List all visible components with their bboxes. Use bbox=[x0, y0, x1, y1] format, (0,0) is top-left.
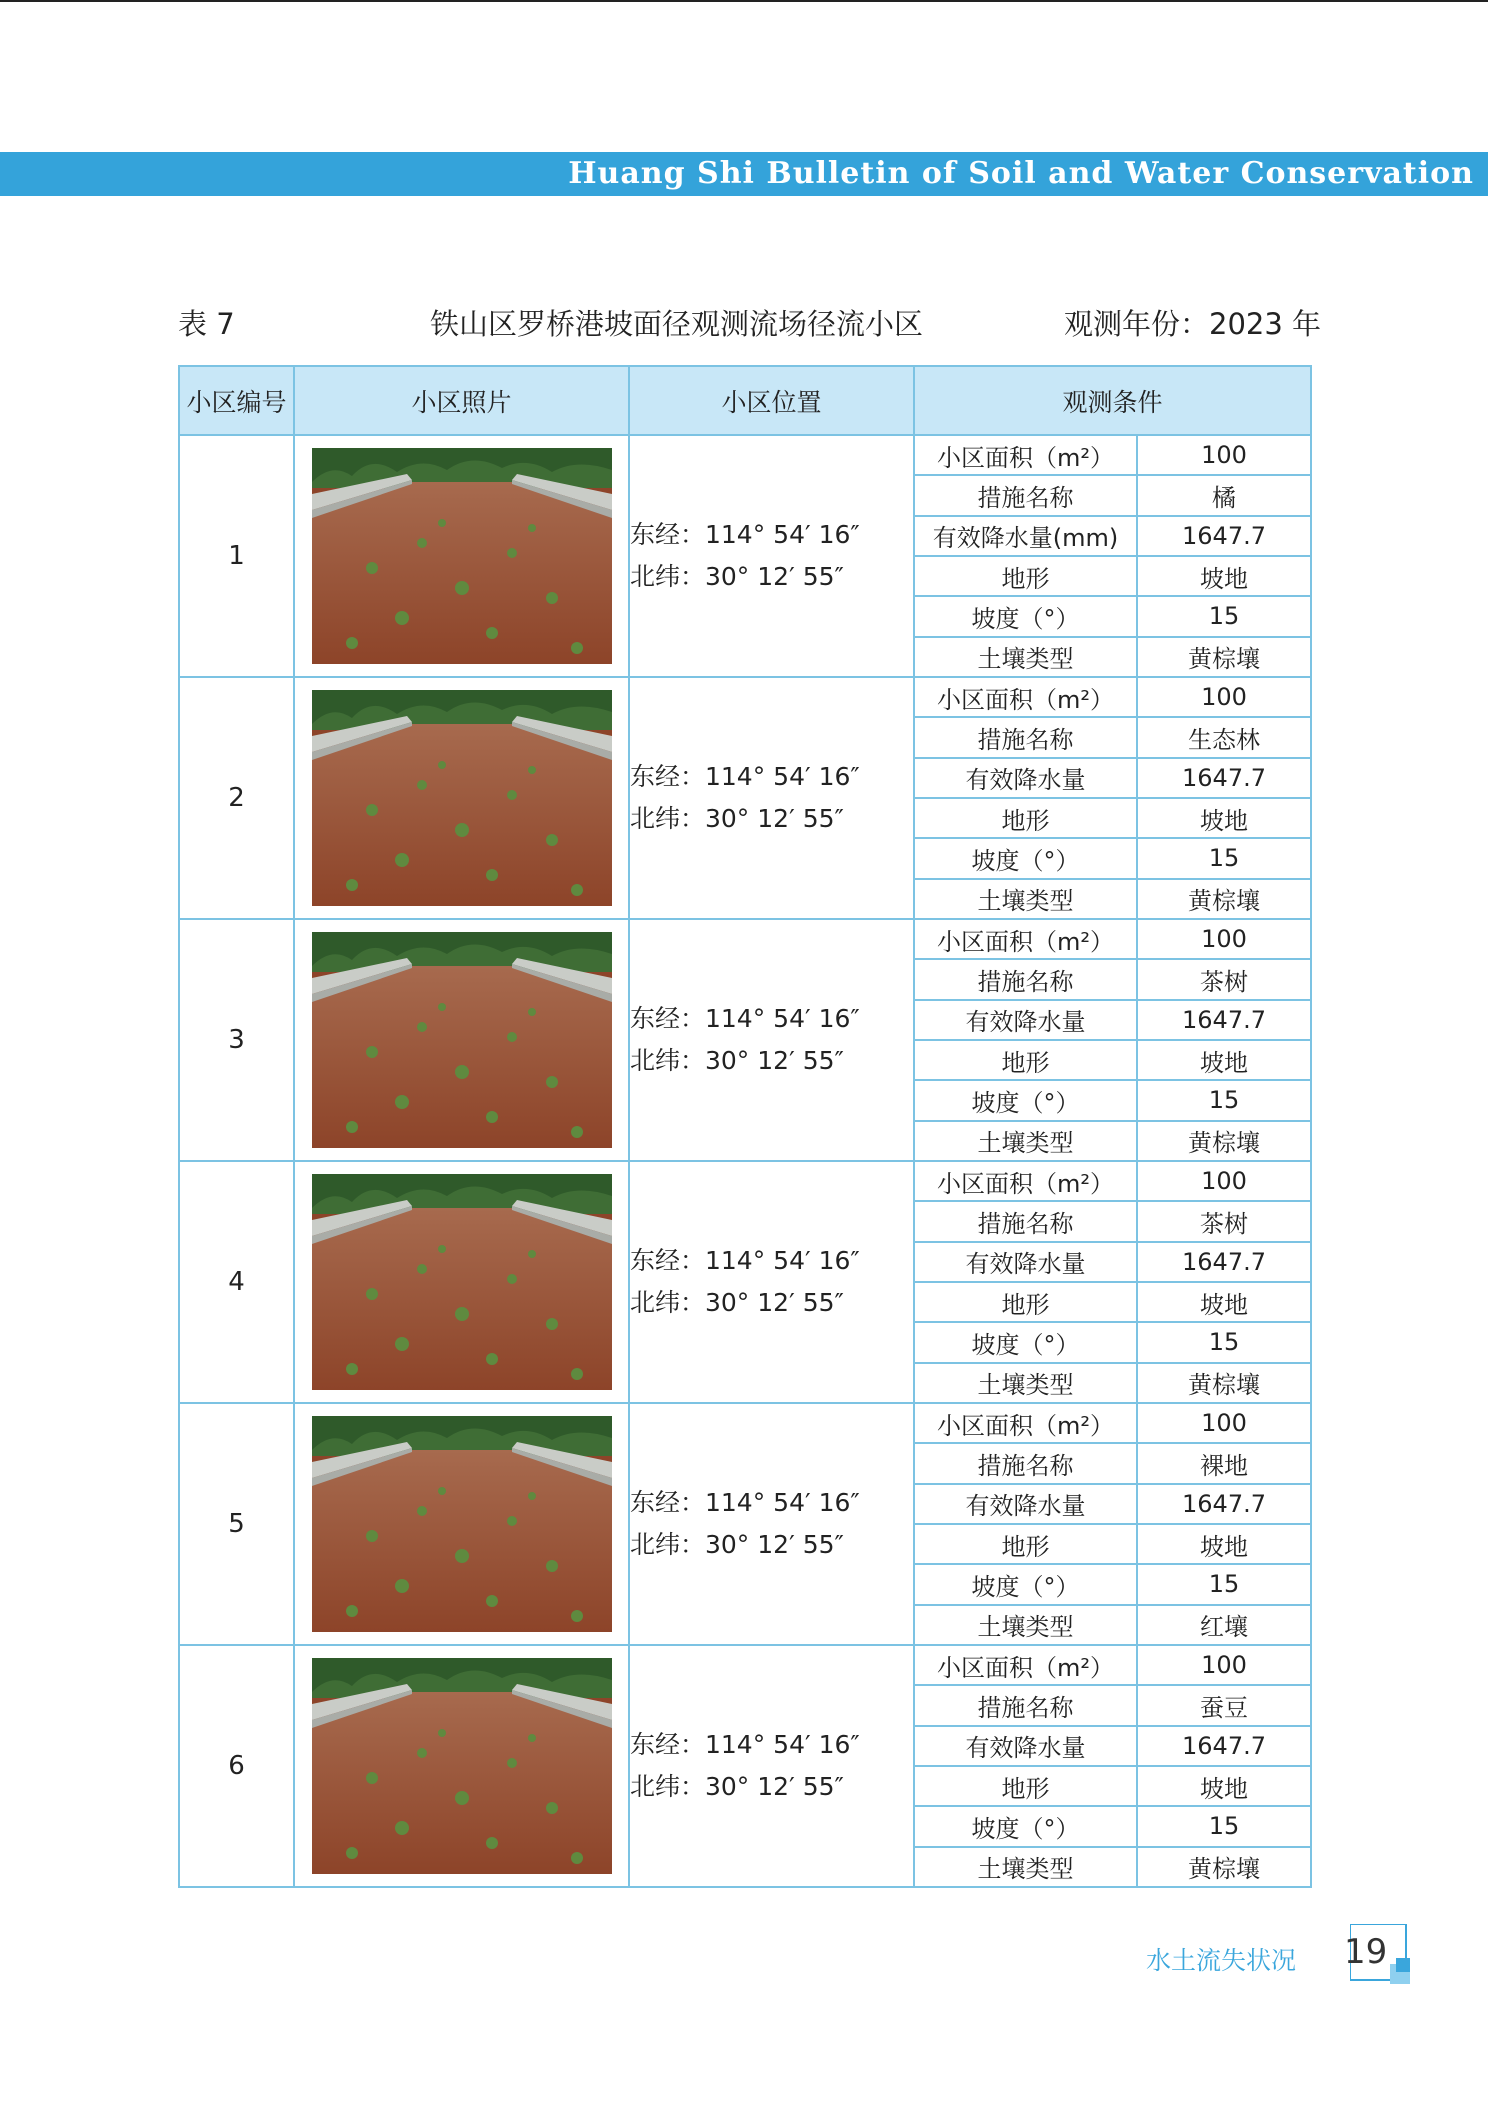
condition-label: 措施名称 bbox=[915, 717, 1137, 757]
header-banner bbox=[0, 152, 1488, 196]
table-number: 表 7 bbox=[178, 307, 235, 341]
condition-value: 坡地 bbox=[1137, 1040, 1310, 1080]
condition-value: 15 bbox=[1137, 838, 1310, 878]
table-row bbox=[179, 1403, 1311, 1645]
condition-row bbox=[915, 1242, 1310, 1282]
plot-location bbox=[629, 919, 914, 1161]
plot-photo-cell bbox=[294, 677, 629, 919]
condition-row bbox=[915, 1322, 1310, 1362]
condition-row bbox=[915, 1605, 1310, 1644]
condition-value: 生态林 bbox=[1137, 717, 1310, 757]
condition-label: 土壤类型 bbox=[915, 1605, 1137, 1644]
condition-label: 地形 bbox=[915, 1524, 1137, 1564]
condition-label: 坡度（°） bbox=[915, 838, 1137, 878]
condition-row bbox=[915, 798, 1310, 838]
longitude: 东经：114° 54′ 16″ bbox=[630, 520, 860, 549]
condition-row bbox=[915, 1766, 1310, 1806]
condition-row bbox=[915, 758, 1310, 798]
condition-row bbox=[915, 1685, 1310, 1725]
condition-label: 土壤类型 bbox=[915, 637, 1137, 676]
condition-label: 坡度（°） bbox=[915, 1564, 1137, 1604]
condition-value: 坡地 bbox=[1137, 1524, 1310, 1564]
condition-label: 有效降水量 bbox=[915, 1484, 1137, 1524]
condition-label: 地形 bbox=[915, 1766, 1137, 1806]
plot-photo bbox=[312, 932, 612, 1148]
condition-value: 茶树 bbox=[1137, 959, 1310, 999]
condition-row bbox=[915, 1646, 1310, 1685]
plot-photo bbox=[312, 690, 612, 906]
condition-row bbox=[915, 556, 1310, 596]
condition-value: 坡地 bbox=[1137, 1282, 1310, 1322]
plot-photo-cell bbox=[294, 919, 629, 1161]
condition-value: 100 bbox=[1137, 1404, 1310, 1443]
plot-photo-cell bbox=[294, 1645, 629, 1887]
longitude: 东经：114° 54′ 16″ bbox=[630, 1004, 860, 1033]
condition-label: 土壤类型 bbox=[915, 1121, 1137, 1160]
banner-title: Huang Shi Bulletin of Soil and Water Conservation bbox=[568, 156, 1474, 191]
table-row bbox=[179, 1161, 1311, 1403]
table-title: 铁山区罗桥港坡面径观测流场径流小区 bbox=[430, 307, 924, 341]
condition-row bbox=[915, 1040, 1310, 1080]
condition-label: 地形 bbox=[915, 798, 1137, 838]
condition-value: 黄棕壤 bbox=[1188, 1129, 1260, 1158]
condition-value: 1647.7 bbox=[1137, 1000, 1310, 1040]
condition-row bbox=[915, 1121, 1310, 1160]
plot-id: 5 bbox=[179, 1403, 294, 1645]
condition-value: 坡地 bbox=[1137, 1766, 1310, 1806]
condition-row bbox=[915, 879, 1310, 918]
condition-value: 坡地 bbox=[1137, 798, 1310, 838]
condition-row bbox=[915, 1000, 1310, 1040]
plot-photo-cell bbox=[294, 1403, 629, 1645]
condition-row bbox=[915, 678, 1310, 717]
condition-row bbox=[915, 1404, 1310, 1443]
observation-conditions bbox=[914, 435, 1311, 677]
condition-row bbox=[915, 1847, 1310, 1886]
plot-location bbox=[629, 435, 914, 677]
page-number: 19 bbox=[1344, 1932, 1388, 1972]
observation-year: 观测年份：2023 年 bbox=[1064, 307, 1322, 341]
condition-label: 有效降水量 bbox=[915, 1242, 1137, 1282]
conditions-table bbox=[915, 436, 1310, 676]
condition-label: 措施名称 bbox=[915, 475, 1137, 515]
condition-row bbox=[915, 1806, 1310, 1846]
longitude: 东经：114° 54′ 16″ bbox=[630, 1488, 860, 1517]
conditions-table bbox=[915, 678, 1310, 918]
condition-value: 1647.7 bbox=[1137, 758, 1310, 798]
condition-row bbox=[915, 596, 1310, 636]
condition-value: 100 bbox=[1137, 1162, 1310, 1201]
condition-value: 15 bbox=[1137, 1564, 1310, 1604]
longitude: 东经：114° 54′ 16″ bbox=[630, 1730, 860, 1759]
plot-id: 3 bbox=[179, 919, 294, 1161]
plot-location bbox=[629, 1403, 914, 1645]
plot-id: 1 bbox=[179, 435, 294, 677]
condition-value: 橘 bbox=[1137, 475, 1310, 515]
condition-label: 小区面积（m²） bbox=[915, 1404, 1137, 1443]
condition-value: 1647.7 bbox=[1137, 1484, 1310, 1524]
condition-value: 100 bbox=[1137, 1646, 1310, 1685]
condition-value: 15 bbox=[1137, 1322, 1310, 1362]
condition-row bbox=[915, 920, 1310, 959]
condition-row bbox=[915, 1201, 1310, 1241]
condition-value: 15 bbox=[1137, 596, 1310, 636]
plot-id: 2 bbox=[179, 677, 294, 919]
condition-value: 坡地 bbox=[1137, 556, 1310, 596]
table-row bbox=[179, 919, 1311, 1161]
condition-row bbox=[915, 516, 1310, 556]
header-observation-conditions: 观测条件 bbox=[914, 366, 1311, 435]
condition-row bbox=[915, 436, 1310, 475]
condition-label: 小区面积（m²） bbox=[915, 920, 1137, 959]
condition-row bbox=[915, 1484, 1310, 1524]
header-plot-id: 小区编号 bbox=[179, 366, 294, 435]
table-body bbox=[179, 435, 1311, 1887]
condition-row bbox=[915, 637, 1310, 676]
condition-label: 措施名称 bbox=[915, 959, 1137, 999]
conditions-table bbox=[915, 1162, 1310, 1402]
condition-label: 有效降水量(mm) bbox=[915, 516, 1137, 556]
observation-conditions bbox=[914, 1403, 1311, 1645]
condition-value: 15 bbox=[1137, 1080, 1310, 1120]
plot-photo-cell bbox=[294, 435, 629, 677]
plot-photo bbox=[312, 448, 612, 664]
plot-location bbox=[629, 1161, 914, 1403]
latitude: 北纬：30° 12′ 55″ bbox=[630, 562, 844, 591]
top-rule bbox=[0, 0, 1488, 2]
condition-label: 地形 bbox=[915, 556, 1137, 596]
condition-value: 黄棕壤 bbox=[1188, 1371, 1260, 1400]
latitude: 北纬：30° 12′ 55″ bbox=[630, 1046, 844, 1075]
condition-value: 100 bbox=[1137, 678, 1310, 717]
table-row bbox=[179, 677, 1311, 919]
condition-row bbox=[915, 959, 1310, 999]
condition-label: 土壤类型 bbox=[915, 1847, 1137, 1886]
condition-value: 黄棕壤 bbox=[1188, 1855, 1260, 1884]
latitude: 北纬：30° 12′ 55″ bbox=[630, 804, 844, 833]
condition-value: 红壤 bbox=[1200, 1613, 1248, 1642]
plot-photo-cell bbox=[294, 1161, 629, 1403]
table-row bbox=[179, 435, 1311, 677]
plot-photo bbox=[312, 1658, 612, 1874]
condition-label: 坡度（°） bbox=[915, 596, 1137, 636]
condition-value: 1647.7 bbox=[1137, 1242, 1310, 1282]
conditions-table bbox=[915, 1404, 1310, 1644]
condition-label: 措施名称 bbox=[915, 1201, 1137, 1241]
condition-row bbox=[915, 1080, 1310, 1120]
condition-label: 有效降水量 bbox=[915, 758, 1137, 798]
plot-location bbox=[629, 1645, 914, 1887]
condition-label: 有效降水量 bbox=[915, 1726, 1137, 1766]
section-name: 水土流失状况 bbox=[1146, 1946, 1297, 1975]
observation-conditions bbox=[914, 919, 1311, 1161]
condition-label: 地形 bbox=[915, 1282, 1137, 1322]
condition-value: 1647.7 bbox=[1137, 516, 1310, 556]
longitude: 东经：114° 54′ 16″ bbox=[630, 762, 860, 791]
longitude: 东经：114° 54′ 16″ bbox=[630, 1246, 860, 1275]
condition-value: 100 bbox=[1137, 436, 1310, 475]
header-plot-photo: 小区照片 bbox=[294, 366, 629, 435]
condition-label: 土壤类型 bbox=[915, 879, 1137, 918]
observation-conditions bbox=[914, 1645, 1311, 1887]
plot-id: 6 bbox=[179, 1645, 294, 1887]
condition-row bbox=[915, 717, 1310, 757]
condition-row bbox=[915, 1726, 1310, 1766]
condition-label: 坡度（°） bbox=[915, 1806, 1137, 1846]
condition-row bbox=[915, 1282, 1310, 1322]
condition-value: 蚕豆 bbox=[1137, 1685, 1310, 1725]
runoff-plot-table bbox=[178, 365, 1312, 1888]
condition-row bbox=[915, 475, 1310, 515]
condition-value: 黄棕壤 bbox=[1188, 887, 1260, 916]
condition-row bbox=[915, 838, 1310, 878]
condition-row bbox=[915, 1443, 1310, 1483]
latitude: 北纬：30° 12′ 55″ bbox=[630, 1772, 844, 1801]
condition-label: 土壤类型 bbox=[915, 1363, 1137, 1402]
condition-row bbox=[915, 1564, 1310, 1604]
condition-row bbox=[915, 1524, 1310, 1564]
condition-row bbox=[915, 1162, 1310, 1201]
condition-value: 茶树 bbox=[1137, 1201, 1310, 1241]
condition-label: 有效降水量 bbox=[915, 1000, 1137, 1040]
latitude: 北纬：30° 12′ 55″ bbox=[630, 1530, 844, 1559]
latitude: 北纬：30° 12′ 55″ bbox=[630, 1288, 844, 1317]
condition-value: 15 bbox=[1137, 1806, 1310, 1846]
conditions-table bbox=[915, 920, 1310, 1160]
condition-value: 黄棕壤 bbox=[1188, 645, 1260, 674]
condition-value: 100 bbox=[1137, 920, 1310, 959]
condition-label: 坡度（°） bbox=[915, 1322, 1137, 1362]
condition-label: 地形 bbox=[915, 1040, 1137, 1080]
condition-label: 小区面积（m²） bbox=[915, 1162, 1137, 1201]
condition-label: 坡度（°） bbox=[915, 1080, 1137, 1120]
condition-label: 措施名称 bbox=[915, 1685, 1137, 1725]
table-header-row bbox=[179, 366, 1311, 435]
condition-label: 小区面积（m²） bbox=[915, 678, 1137, 717]
plot-location bbox=[629, 677, 914, 919]
conditions-table bbox=[915, 1646, 1310, 1886]
plot-photo bbox=[312, 1174, 612, 1390]
condition-label: 措施名称 bbox=[915, 1443, 1137, 1483]
observation-conditions bbox=[914, 1161, 1311, 1403]
plot-photo bbox=[312, 1416, 612, 1632]
plot-id: 4 bbox=[179, 1161, 294, 1403]
header-plot-location: 小区位置 bbox=[629, 366, 914, 435]
condition-row bbox=[915, 1363, 1310, 1402]
condition-label: 小区面积（m²） bbox=[915, 436, 1137, 475]
condition-label: 小区面积（m²） bbox=[915, 1646, 1137, 1685]
table-row bbox=[179, 1645, 1311, 1887]
condition-value: 裸地 bbox=[1137, 1443, 1310, 1483]
observation-conditions bbox=[914, 677, 1311, 919]
condition-value: 1647.7 bbox=[1137, 1726, 1310, 1766]
